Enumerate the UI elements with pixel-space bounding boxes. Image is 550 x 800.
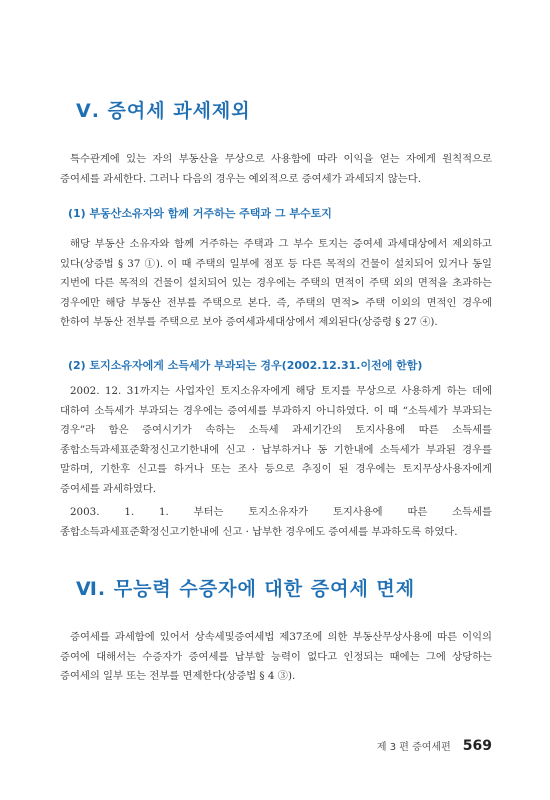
page-number: 569 [462,738,492,754]
subsection-1-title: (1) 부동산소유자와 함께 거주하는 주택과 그 부수토지 [68,207,332,220]
section-6-title: Ⅵ. 무능력 수증자에 대한 증여세 면제 [76,578,416,600]
subsection-2-paragraph-1: 2002. 12. 31까지는 사업자인 토지소유자에게 해당 토지를 무상으로 사용하게 하는 데에 대하여 소득세가 부과되는 경우에는 증여세를 부과하지 아니하였다. 이 때 “소득세가 부과되는 경우”라 함은 증여시기가 속하는 소득세 과세기간의 토지사용에 따른 소득세를 종합소득과세표준확정신고기한내에 신고 · 납부하거나 동 기한내에 소득세가 부과된 경우를 말하며, 기한후 신고를 하거나 또는 조사 등으로 추징이 된 경우에는 토지무상사용자에게 증여세를 과세하였다. [60,385,492,495]
section-6-paragraph: 증여세를 과세함에 있어서 상속세및증여세법 제37조에 의한 부동산무상사용에 따른 이익의 증여에 대해서는 수증자가 증여세를 납부할 능력이 없다고 인정되는 때에는 그에 상당하는 증여세의 일부 또는 전부를 면제한다(상증법 § 4 ③). [60,631,492,683]
footer-section-label: 제 3 편 증여세편 [376,742,451,753]
page-footer [377,738,492,754]
subsection-2-title: (2) 토지소유자에게 소득세가 부과되는 경우(2002.12.31.이전에 한함) [68,359,423,372]
subsection-2-paragraph-2: 2003. 1. 1. 부터는 토지소유자가 토지사용에 따른 소득세를 종합소득과세표준확정신고기한내에 신고 · 납부한 경우에도 증여세를 부과하도록 하였다. [60,506,492,538]
section-5-title: Ⅴ. 증여세 과세제외 [76,100,251,122]
section-5-intro-paragraph: 특수관계에 있는 자의 부동산을 무상으로 사용함에 따라 이익을 얻는 자에게 원칙적으로 증여세를 과세한다. 그러나 다음의 경우는 예외적으로 증여세가 과세되지 않는다. [60,153,492,185]
subsection-1-paragraph: 해당 부동산 소유자와 함께 거주하는 주택과 그 부수 토지는 증여세 과세대상에서 제외하고 있다(상증법 § 37 ①). 이 때 주택의 일부에 점포 등 다른 목적의 건물이 설치되어 있거나 동일 지번에 다른 목적의 건물이 설치되어 있는 경우에는 주택의 면적이 주택 외의 면적을 초과하는 경우에만 해당 부동산 전부를 주택으로 본다. 즉, 주택의 면적> 주택 이외의 면적인 경우에 한하여 부동산 전부를 주택으로 보아 증여세과세대상에서 제외된다(상증령 § 27 ④). [60,238,492,329]
